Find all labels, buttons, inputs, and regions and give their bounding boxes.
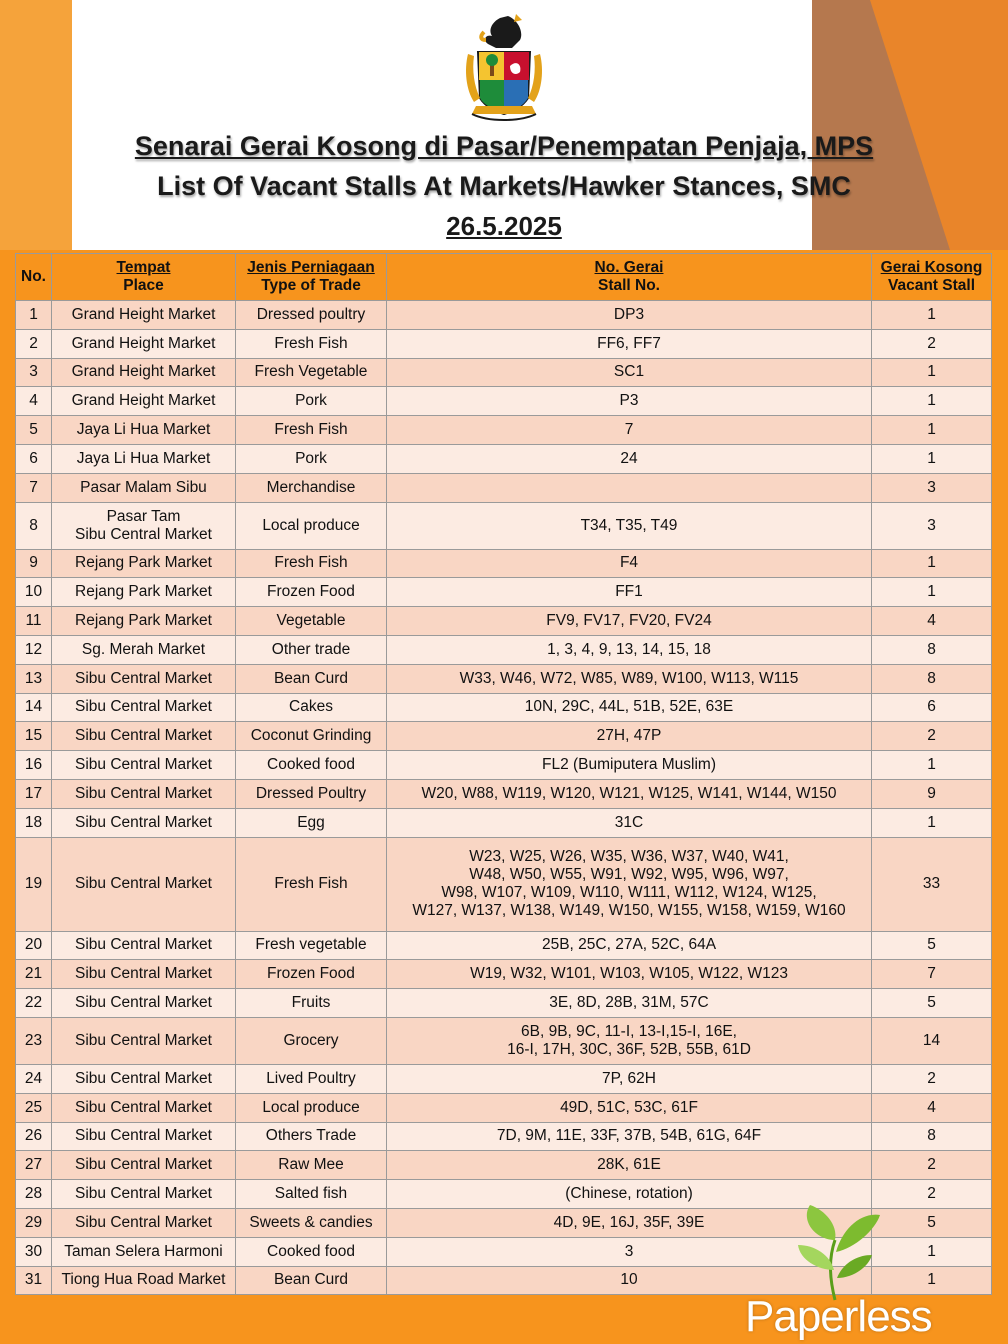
table-row: [16, 1122, 992, 1151]
cell-no: 1: [16, 301, 52, 330]
cell-trade: Dressed Poultry: [236, 779, 387, 808]
table-body: [16, 301, 992, 1295]
cell-place: Sibu Central Market: [52, 1093, 236, 1122]
cell-place: Grand Height Market: [52, 387, 236, 416]
cell-no: 25: [16, 1093, 52, 1122]
cell-no: 16: [16, 751, 52, 780]
cell-trade: Dressed poultry: [236, 301, 387, 330]
table-row: [16, 722, 992, 751]
table-row: [16, 301, 992, 330]
cell-stall: FF6, FF7: [387, 329, 872, 358]
table-row: [16, 693, 992, 722]
cell-trade: Fruits: [236, 989, 387, 1018]
cell-vacant: 2: [872, 1180, 992, 1209]
cell-place: Tiong Hua Road Market: [52, 1266, 236, 1295]
cell-vacant: 5: [872, 989, 992, 1018]
cell-vacant: 6: [872, 693, 992, 722]
cell-place: Rejang Park Market: [52, 578, 236, 607]
cell-vacant: 8: [872, 635, 992, 664]
cell-place: Sibu Central Market: [52, 808, 236, 837]
cell-vacant: 4: [872, 607, 992, 636]
cell-no: 17: [16, 779, 52, 808]
cell-trade: Sweets & candies: [236, 1208, 387, 1237]
cell-vacant: 9: [872, 779, 992, 808]
header-vacant: [872, 254, 992, 301]
cell-no: 22: [16, 989, 52, 1018]
cell-vacant: 1: [872, 416, 992, 445]
table-row: [16, 664, 992, 693]
cell-vacant: 8: [872, 1122, 992, 1151]
cell-vacant: 1: [872, 358, 992, 387]
cell-trade: Merchandise: [236, 473, 387, 502]
cell-trade: Fresh Fish: [236, 549, 387, 578]
cell-no: 13: [16, 664, 52, 693]
cell-trade: Coconut Grinding: [236, 722, 387, 751]
table-row: [16, 416, 992, 445]
header-no: No.: [16, 254, 52, 301]
table-row: [16, 779, 992, 808]
cell-no: 19: [16, 837, 52, 931]
cell-place: Sibu Central Market: [52, 779, 236, 808]
cell-no: 11: [16, 607, 52, 636]
cell-trade: Cakes: [236, 693, 387, 722]
cell-vacant: 1: [872, 808, 992, 837]
cell-place: Sibu Central Market: [52, 837, 236, 931]
cell-stall: 25B, 25C, 27A, 52C, 64A: [387, 931, 872, 960]
cell-trade: Others Trade: [236, 1122, 387, 1151]
cell-stall: W20, W88, W119, W120, W121, W125, W141, W144, W150: [387, 779, 872, 808]
cell-stall: 10N, 29C, 44L, 51B, 52E, 63E: [387, 693, 872, 722]
cell-place: Pasar Tam Sibu Central Market: [52, 502, 236, 549]
cell-vacant: 33: [872, 837, 992, 931]
cell-trade: Pork: [236, 387, 387, 416]
table-row: [16, 329, 992, 358]
council-emblem: [462, 10, 546, 126]
table-row: [16, 1151, 992, 1180]
cell-no: 8: [16, 502, 52, 549]
table-row: [16, 1093, 992, 1122]
title-english: List Of Vacant Stalls At Markets/Hawker Stances, SMC: [157, 171, 851, 201]
cell-no: 26: [16, 1122, 52, 1151]
table-row: [16, 989, 992, 1018]
cell-stall: P3: [387, 387, 872, 416]
cell-no: 31: [16, 1266, 52, 1295]
cell-vacant: 1: [872, 301, 992, 330]
cell-no: 7: [16, 473, 52, 502]
cell-vacant: 2: [872, 722, 992, 751]
cell-vacant: 5: [872, 1208, 992, 1237]
table-row: [16, 502, 992, 549]
cell-stall: 7: [387, 416, 872, 445]
table-row: [16, 808, 992, 837]
cell-place: Jaya Li Hua Market: [52, 416, 236, 445]
cell-stall: T34, T35, T49: [387, 502, 872, 549]
header-place: [52, 254, 236, 301]
cell-vacant: 1: [872, 1266, 992, 1295]
cell-place: Rejang Park Market: [52, 549, 236, 578]
table-row: [16, 444, 992, 473]
cell-trade: Other trade: [236, 635, 387, 664]
cell-trade: Salted fish: [236, 1180, 387, 1209]
cell-vacant: 1: [872, 578, 992, 607]
cell-place: Sibu Central Market: [52, 1064, 236, 1093]
cell-trade: Cooked food: [236, 751, 387, 780]
cell-place: Sibu Central Market: [52, 1122, 236, 1151]
cell-vacant: 1: [872, 444, 992, 473]
cell-vacant: 3: [872, 473, 992, 502]
header-trade-malay: Jenis Perniagaan: [247, 259, 375, 276]
cell-stall: SC1: [387, 358, 872, 387]
cell-place: Sibu Central Market: [52, 989, 236, 1018]
header-stall-malay: No. Gerai: [594, 259, 664, 276]
cell-trade: Pork: [236, 444, 387, 473]
cell-place: Grand Height Market: [52, 329, 236, 358]
title-malay: Senarai Gerai Kosong di Pasar/Penempatan Penjaja, MPS: [134, 131, 874, 161]
cell-no: 6: [16, 444, 52, 473]
table-row: [16, 960, 992, 989]
table-row: [16, 387, 992, 416]
cell-place: Sibu Central Market: [52, 1017, 236, 1064]
cell-stall: 31C: [387, 808, 872, 837]
cell-stall: FL2 (Bumiputera Muslim): [387, 751, 872, 780]
cell-stall: 4D, 9E, 16J, 35F, 39E: [387, 1208, 872, 1237]
header-vacant-english: Vacant Stall: [887, 277, 975, 294]
cell-stall: 49D, 51C, 53C, 61F: [387, 1093, 872, 1122]
cell-vacant: 1: [872, 751, 992, 780]
cell-trade: Cooked food: [236, 1237, 387, 1266]
table-row: [16, 549, 992, 578]
cell-no: 18: [16, 808, 52, 837]
table-row: [16, 607, 992, 636]
cell-no: 5: [16, 416, 52, 445]
cell-no: 4: [16, 387, 52, 416]
cell-no: 3: [16, 358, 52, 387]
cell-no: 24: [16, 1064, 52, 1093]
cell-stall: [387, 473, 872, 502]
cell-place: Taman Selera Harmoni: [52, 1237, 236, 1266]
cell-place: Sibu Central Market: [52, 931, 236, 960]
cell-vacant: 1: [872, 549, 992, 578]
cell-vacant: 7: [872, 960, 992, 989]
table-row: [16, 1017, 992, 1064]
cell-no: 20: [16, 931, 52, 960]
cell-stall: 24: [387, 444, 872, 473]
cell-trade: Fresh Fish: [236, 416, 387, 445]
cell-stall: W33, W46, W72, W85, W89, W100, W113, W115: [387, 664, 872, 693]
cell-vacant: 4: [872, 1093, 992, 1122]
cell-place: Sibu Central Market: [52, 751, 236, 780]
cell-no: 23: [16, 1017, 52, 1064]
cell-vacant: 8: [872, 664, 992, 693]
cell-stall: 6B, 9B, 9C, 11-I, 13-I,15-I, 16E, 16-I, 17H, 30C, 36F, 52B, 55B, 61D: [387, 1017, 872, 1064]
cell-stall: 3E, 8D, 28B, 31M, 57C: [387, 989, 872, 1018]
table-row: [16, 1064, 992, 1093]
cell-stall: W23, W25, W26, W35, W36, W37, W40, W41, W48, W50, W55, W91, W92, W95, W96, W97, W98, W107, W109, W110, W111, W112, W124, W125, W127, W137, W138, W149, W150, W155, W158, W159, W160: [387, 837, 872, 931]
cell-stall: 7D, 9M, 11E, 33F, 37B, 54B, 61G, 64F: [387, 1122, 872, 1151]
cell-stall: 10: [387, 1266, 872, 1295]
cell-vacant: 1: [872, 387, 992, 416]
cell-trade: Fresh Fish: [236, 329, 387, 358]
cell-trade: Frozen Food: [236, 960, 387, 989]
cell-no: 14: [16, 693, 52, 722]
cell-vacant: 14: [872, 1017, 992, 1064]
cell-stall: F4: [387, 549, 872, 578]
cell-place: Sibu Central Market: [52, 1180, 236, 1209]
cell-vacant: 2: [872, 1064, 992, 1093]
cell-trade: Bean Curd: [236, 664, 387, 693]
cell-trade: Grocery: [236, 1017, 387, 1064]
cell-vacant: 2: [872, 1151, 992, 1180]
cell-place: Sibu Central Market: [52, 960, 236, 989]
cell-no: 10: [16, 578, 52, 607]
cell-vacant: 5: [872, 931, 992, 960]
cell-no: 29: [16, 1208, 52, 1237]
cell-stall: FV9, FV17, FV20, FV24: [387, 607, 872, 636]
cell-trade: Fresh Fish: [236, 837, 387, 931]
cell-trade: Vegetable: [236, 607, 387, 636]
title-date: 26.5.2025: [446, 211, 562, 241]
cell-vacant: 3: [872, 502, 992, 549]
cell-no: 9: [16, 549, 52, 578]
cell-stall: 1, 3, 4, 9, 13, 14, 15, 18: [387, 635, 872, 664]
table-row: [16, 837, 992, 931]
cell-no: 21: [16, 960, 52, 989]
cell-no: 12: [16, 635, 52, 664]
cell-trade: Bean Curd: [236, 1266, 387, 1295]
cell-stall: 7P, 62H: [387, 1064, 872, 1093]
title-block: [0, 126, 1008, 246]
table-row: [16, 473, 992, 502]
cell-trade: Egg: [236, 808, 387, 837]
cell-vacant: 2: [872, 329, 992, 358]
table-row: [16, 751, 992, 780]
cell-place: Sibu Central Market: [52, 664, 236, 693]
cell-place: Sg. Merah Market: [52, 635, 236, 664]
cell-stall: W19, W32, W101, W103, W105, W122, W123: [387, 960, 872, 989]
cell-vacant: 1: [872, 1237, 992, 1266]
cell-place: Rejang Park Market: [52, 607, 236, 636]
cell-trade: Frozen Food: [236, 578, 387, 607]
cell-no: 30: [16, 1237, 52, 1266]
header-trade: [236, 254, 387, 301]
vacant-stalls-table: [15, 253, 992, 1295]
cell-stall: 27H, 47P: [387, 722, 872, 751]
cell-stall: 3: [387, 1237, 872, 1266]
cell-place: Pasar Malam Sibu: [52, 473, 236, 502]
cell-stall: (Chinese, rotation): [387, 1180, 872, 1209]
cell-place: Grand Height Market: [52, 301, 236, 330]
cell-stall: DP3: [387, 301, 872, 330]
cell-no: 28: [16, 1180, 52, 1209]
cell-place: Sibu Central Market: [52, 722, 236, 751]
cell-place: Sibu Central Market: [52, 693, 236, 722]
header-stall: [387, 254, 872, 301]
header-vacant-malay: Gerai Kosong: [880, 259, 983, 276]
cell-trade: Raw Mee: [236, 1151, 387, 1180]
cell-no: 27: [16, 1151, 52, 1180]
cell-stall: FF1: [387, 578, 872, 607]
cell-trade: Lived Poultry: [236, 1064, 387, 1093]
cell-place: Grand Height Market: [52, 358, 236, 387]
header-place-malay: Tempat: [116, 259, 171, 276]
cell-trade: Fresh vegetable: [236, 931, 387, 960]
paperless-watermark: Paperless: [745, 1292, 932, 1341]
cell-trade: Fresh Vegetable: [236, 358, 387, 387]
cell-stall: 28K, 61E: [387, 1151, 872, 1180]
header-stall-english: Stall No.: [597, 277, 660, 294]
cell-trade: Local produce: [236, 1093, 387, 1122]
cell-place: Sibu Central Market: [52, 1208, 236, 1237]
table-row: [16, 578, 992, 607]
cell-no: 15: [16, 722, 52, 751]
table-row: [16, 635, 992, 664]
table-header-row: [16, 254, 992, 301]
cell-trade: Local produce: [236, 502, 387, 549]
table-row: [16, 931, 992, 960]
cell-place: Jaya Li Hua Market: [52, 444, 236, 473]
cell-no: 2: [16, 329, 52, 358]
table-row: [16, 358, 992, 387]
header-trade-english: Type of Trade: [261, 277, 361, 294]
cell-place: Sibu Central Market: [52, 1151, 236, 1180]
header-place-english: Place: [123, 277, 164, 294]
